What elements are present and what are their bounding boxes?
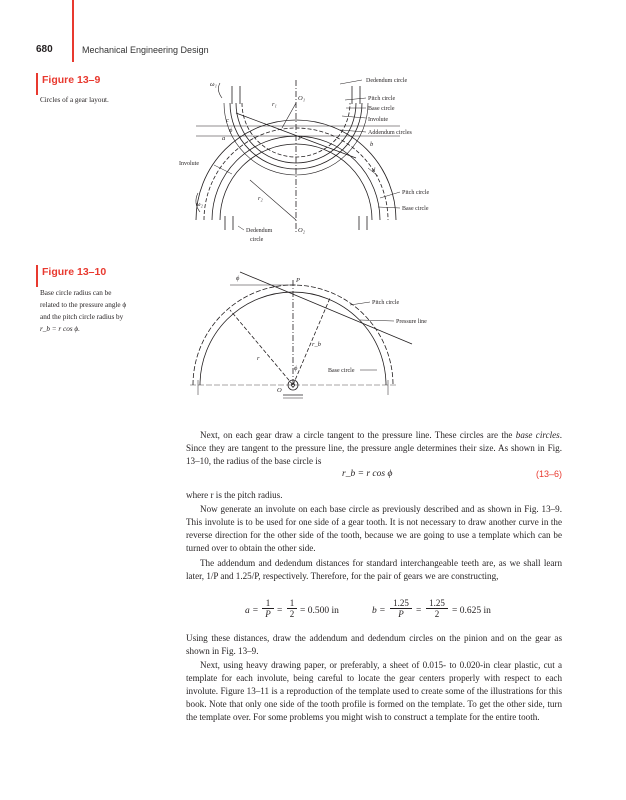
label-O2: O₂ (298, 227, 305, 234)
running-head: Mechanical Engineering Design (82, 45, 209, 55)
label-rb: r_b (312, 341, 322, 348)
label-c: c (226, 117, 229, 124)
figure-13-10-caption: Base circle radius can be related to the pressure angle ϕ and the pitch circle radius by r_b = r cos ϕ. (40, 289, 127, 333)
figure-13-9-diagram (0, 0, 626, 250)
label-pitch-circle-1310: Pitch circle (372, 300, 400, 306)
body-para-3: Now generate an involute on each base circle as previously described and as shown in Fig. 13–9. This involute is to be used for one side of a gear tooth. It is not necessary to draw another curve in the reverse direction for the other side of the tooth, because we are going to use a template which can be turned over to obtain the other side. (186, 504, 562, 553)
label-d: d (372, 167, 376, 174)
pressure-line-1310 (240, 272, 412, 344)
body-para-2: where r is the pitch radius. (186, 490, 283, 500)
label-addendum-circles: Addendum circles (368, 130, 412, 136)
label-base-circle-bottom: Base circle (402, 206, 429, 212)
label-dedendum-circle-top: Dedendum circle (366, 78, 408, 84)
figure-13-9-title: Figure 13–9 (42, 74, 101, 86)
equation-13-6-number: (13–6) (536, 469, 563, 479)
page-number: 680 (36, 44, 53, 55)
label-base-circle-top: Base circle (368, 106, 395, 112)
label-O: O (277, 387, 282, 394)
label-dedendum-bottom-1: Dedendum (246, 228, 273, 234)
label-O1: O₁ (298, 95, 305, 102)
figure-13-9-caption: Circles of a gear layout. (40, 96, 109, 104)
label-omega2: ω₂ (196, 201, 203, 208)
label-a: a (222, 135, 226, 142)
label-omega1: ω₁ (210, 81, 217, 88)
label-b: b (370, 141, 374, 148)
label-r2: r₂ (258, 195, 263, 202)
figure-13-10-diagram (0, 250, 626, 410)
label-r: r (257, 355, 260, 362)
label-r1: r₁ (272, 101, 277, 108)
label-pitch-circle-top: Pitch circle (368, 96, 396, 102)
label-involute-left: Involute (179, 161, 199, 167)
label-phi-center: ϕ (294, 365, 298, 372)
label-phi: ϕ (229, 127, 233, 134)
label-phi-top: ϕ (236, 275, 240, 282)
body-para-5: Using these distances, draw the addendum and dedendum circles on the pinion and on the gear as shown in Fig. 13–9. (186, 633, 562, 656)
body-para-6: Next, using heavy drawing paper, or preferably, a sheet of 0.015- to 0.020-in clear plastic, cut a template for each involute, being careful to locate the gear centers properly with respect to each involute. Figure 13–11 is a reproduction of the template used to create some of the illustrations for this book. Note that only one side of the tooth profile is formed on the template. To get the other side, turn the template over. For some problems you might wish to construct a template for the entire tooth. (186, 660, 562, 722)
label-P-1310: P (296, 277, 300, 284)
body-para-1: Next, on each gear draw a circle tangent to the pressure line. These circles are the base circles. Since they are tangent to the pressure line, the pressure angle determines their size. As shown in Fig. 13–10, the radius of the base circle is (186, 430, 562, 466)
label-base-circle-1310: Base circle (328, 368, 355, 374)
label-pressure-line-1310: Pressure line (396, 319, 427, 325)
equation-13-6: r_b = r cos ϕ (342, 469, 393, 479)
figure-13-10-title: Figure 13–10 (42, 266, 107, 278)
body-para-4: The addendum and dedendum distances for standard interchangeable teeth are, as we shall learn later, 1/P and 1.25/P, respectively. Therefore, for the pair of gears we are constructing, (186, 558, 562, 581)
label-P: P (298, 135, 302, 142)
label-involute-right: Involute (368, 117, 388, 123)
label-dedendum-bottom-2: circle (250, 237, 264, 243)
label-pitch-circle-bottom: Pitch circle (402, 190, 430, 196)
